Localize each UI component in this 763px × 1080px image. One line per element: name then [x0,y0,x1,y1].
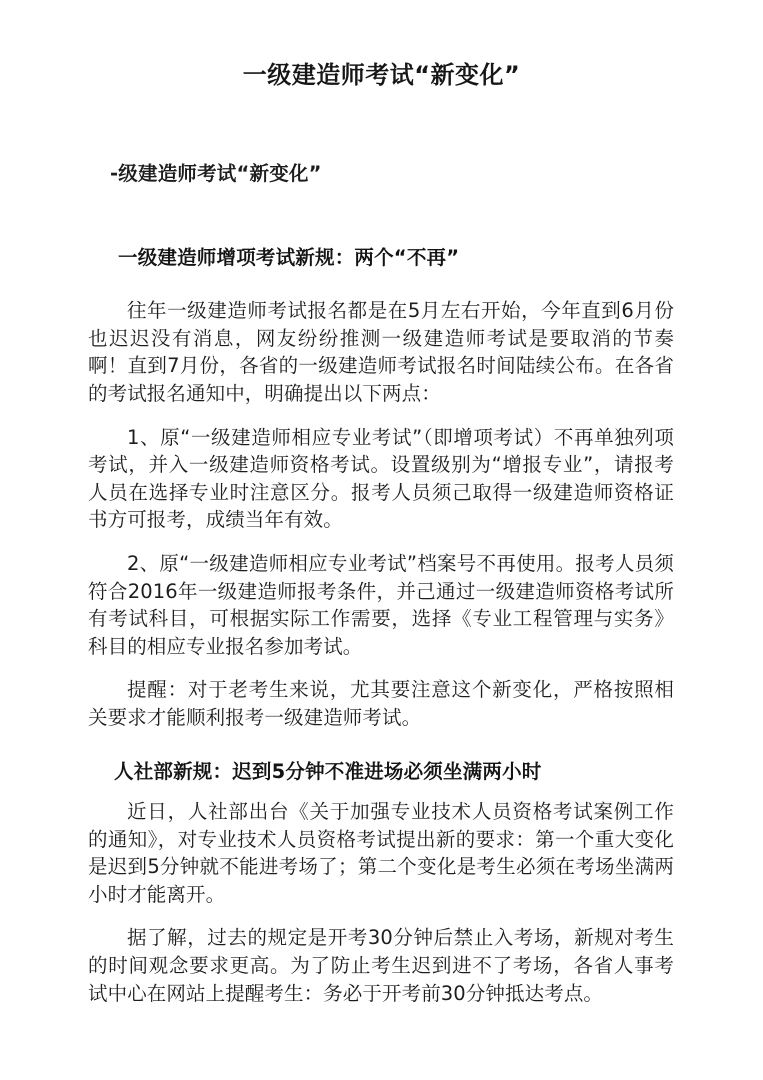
paragraph: 往年一级建造师考试报名都是在5月左右开始，今年直到6月份也迟迟没有消息，网友纷纷推测一级建造师考试是要取消的节奏啊！直到7月份，各省的一级建造师考试报名时间陆续公布。在各省的考试报名通知中，明确提出以下两点： [88,299,674,405]
document-body [88,160,674,1007]
spacer-paragraph [88,908,674,924]
paragraph: 2、原“一级建造师相应专业考试”档案号不再使用。报考人员须符合2016年一级建造师报考条件，并己通过一级建造师资格考试所有考试科目，可根据实际工作需要，选择《专业工程管理与实务》科目的相应专业报名参加考试。 [88,551,674,658]
paragraph: 近日，人社部出台《关于加强专业技术人员资格考试案例工作的通知》，对专业技术人员资格考试提出新的要求：第一个重大变化是迟到5分钟就不能进考场了；第二个变化是考生必须在考场坐满两小时才能离开。 [88,800,674,906]
paragraph: 1、原“一级建造师相应专业考试”（即增项考试）不再单独列项考试，并入一级建造师资格考试。设置级别为“增报专业”，请报考人员在选择专业时注意区分。报考人员须己取得一级建造师资格证书方可报考，成绩当年有效。 [88,425,674,532]
spacer-paragraph [88,534,674,550]
spacer-paragraph [88,660,674,676]
spacer-after-subtitle [88,188,674,244]
spacer-before-heading-2 [88,732,674,758]
spacer-paragraph [88,408,674,424]
section-heading-rensheb: 人社部新规：迟到5分钟不准进场必须坐满两小时 [114,759,542,783]
section-heading-zengxiang: 一级建造师增项考试新规：两个“不再” [118,245,460,269]
paragraph: 据了解，过去的规定是开考30分钟后禁止入考场，新规对考生的时间观念要求更高。为了防止考生迟到进不了考场，各省人事考试中心在网站上提醒考生：务必于开考前30分钟抵达考点。 [88,926,674,1005]
paragraph: 提醒：对于老考生来说，尤其要注意这个新变化，严格按照相关要求才能顺利报考一级建造师考试。 [88,678,674,729]
subtitle-heading: -级建造师考试“新变化” [110,162,322,185]
spacer-after-heading-2 [88,785,674,798]
spacer-after-heading-1 [88,271,674,297]
page-title: 一级建造师考试“新变化” [242,61,521,89]
